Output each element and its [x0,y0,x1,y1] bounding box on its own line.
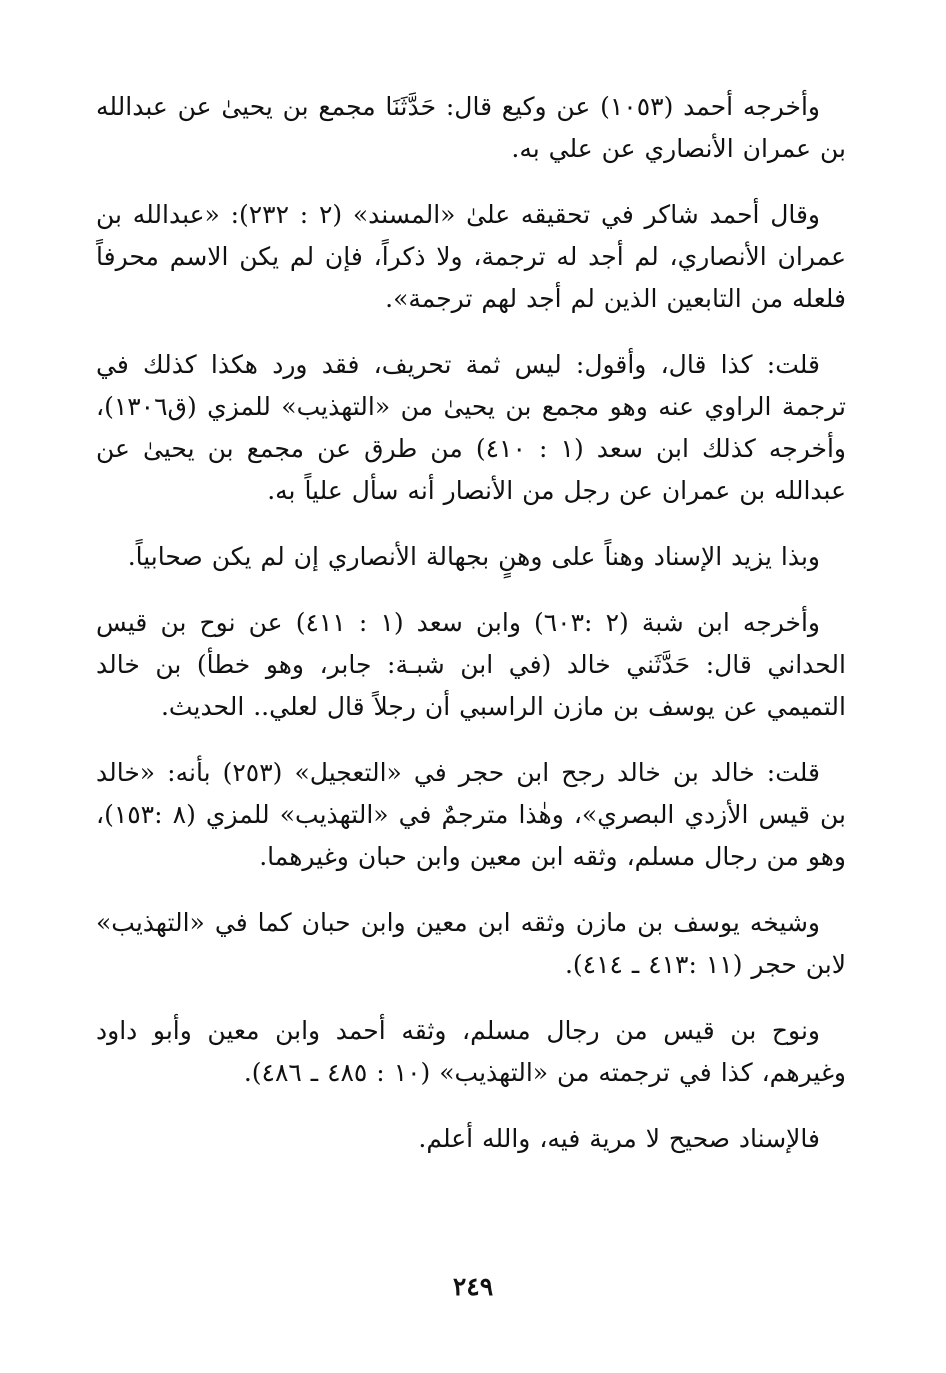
paragraph-2: وقال أحمد شاكر في تحقيقه علىٰ «المسند» (٢ : ٢٣٢): «عبدالله بن عمران الأنصاري، لم أجد له ترجمة، ولا ذكراً، فإن لم يكن الاسم محرفاً فلعله من التابعين الذين لم أجد لهم ترجمة». [96,200,846,313]
paragraph-4: وبذا يزيد الإسناد وهناً على وهنٍ بجهالة الأنصاري إن لم يكن صحابياً. [127,542,820,571]
paragraph-6: قلت: خالد بن خالد رجح ابن حجر في «التعجيل» (٢٥٣) بأنه: «خالد بن قيس الأزدي البصري»، وهٰذا مترجمٌ في «التهذيب» للمزي (٨ :١٥٣)، وهو من رجال مسلم، وثقه ابن معين وابن حبان وغيرهما. [96,758,846,871]
paragraph-5: وأخرجه ابن شبة (٢ :٦٠٣) وابن سعد (١ : ٤١١) عن نوح بن قيس الحداني قال: حَدَّثَني خالد (في ابن شبـة: جابر، وهو خطأ) بن خالد التميمي عن يوسف بن مازن الراسبي أن رجلاً قال لعلي.. الحديث. [96,608,846,721]
paragraph-9: فالإسناد صحيح لا مرية فيه، والله أعلم. [418,1124,820,1153]
paragraph-3: قلت: كذا قال، وأقول: ليس ثمة تحريف، فقد ورد هكذا كذلك في ترجمة الراوي عنه وهو مجمع بن يحيىٰ من «التهذيب» للمزي (ق١٣٠٦)، وأخرجه كذلك ابن سعد (١ : ٤١٠) من طرق عن مجمع بن يحيىٰ عن عبدالله بن عمران عن رجل من الأنصار أنه سأل علياً به. [96,350,846,505]
paragraph-7: وشيخه يوسف بن مازن وثقه ابن معين وابن حبان كما في «التهذيب» لابن حجر (١١ :٤١٣ ـ ٤١٤). [96,908,846,979]
page-number: ٢٤٩ [452,1272,494,1301]
paragraph-8: ونوح بن قيس من رجال مسلم، وثقه أحمد وابن معين وأبو داود وغيرهم، كذا في ترجمته من «التهذيب» (١٠ : ٤٨٥ ـ ٤٨٦). [96,1016,846,1087]
document-body [96,86,846,1184]
paragraph-1: وأخرجه أحمد (١٠٥٣) عن وكيع قال: حَدَّثَنَا مجمع بن يحيىٰ عن عبدالله بن عمران الأنصاري عن علي به. [96,92,846,163]
